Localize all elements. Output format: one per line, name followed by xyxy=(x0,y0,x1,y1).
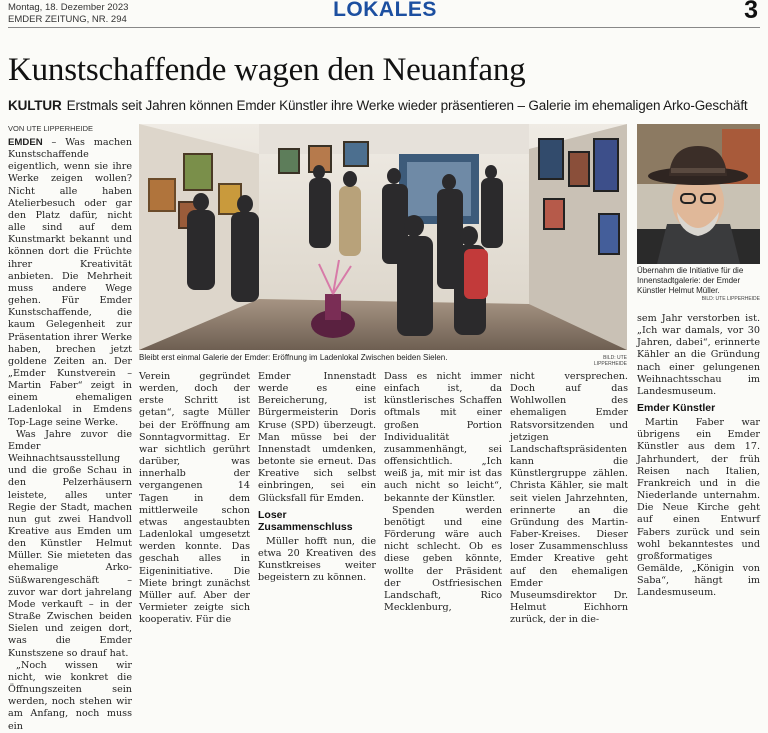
subheadline-text: Erstmals seit Jahren können Emder Künstler ihre Werke wieder präsentieren – Galerie im ehemaligen Arko-Geschäft xyxy=(66,98,748,113)
dateline: EMDEN xyxy=(8,137,43,148)
gallery-opening-photo xyxy=(139,124,627,350)
portrait-credit: BILD: UTE LIPPERHEIDE xyxy=(701,296,760,302)
subhead-emder-kuenstler: Emder Künstler xyxy=(637,402,716,415)
paragraph-text: – Was machen Kunstschaffende eigentlich, wenn sie ihre Werke zeigen wollen? Nicht alle haben Atelierbesuch oder gar den Platz dafür, nicht alle sind auf dem Kunstmarkt bekannt und können dort die Früchte ihrer Kreativität anbieten. Die Mehrheit muss andere Wege gehen. Für Emder Kunstschaffende, die kaum Gelegenheit zur Präsentation ihrer Werke haben, brechen jetzt goldene Zeiten an. Der „Emder Kunstverein – Martin Faber“ zeigt in einem ehemaligen Ladenlokal in Emdens Top-Lage seine Werke. xyxy=(8,137,132,428)
paragraph: nicht versprechen. Doch auf das Wohlwollen des ehemaligen Emder Ratsvorsitzenden und jetzigen Landschaftspräsidenten kann die Künstlergruppe zählen. Christa Kähler, sie malt seit vielen Jahrzehnten, erinnerte an die Gründung des Martin-Faber-Kreises. Dieser loser Zusammenschluss Emder Kreative geht auf den ehemaligen Emder Museumsdirektor Dr. Helmut Eichhorn zurück, der in die- xyxy=(510,371,628,626)
article-subheadline xyxy=(8,98,760,113)
paragraph xyxy=(8,137,132,429)
paragraph: „Noch wissen wir nicht, wie konkret die Öffnungszeiten sein werden, noch stehen wir am Anfang, noch muss ein xyxy=(8,659,132,732)
paragraph: sem Jahr verstorben ist. „Ich war damals, vor 30 Jahren, dabei“, erinnerte Kähler an die Gründung nach einer gelungenen Weihnachtsschau im Landesmuseum. xyxy=(637,313,760,397)
paragraph: Martin Faber war übrigens ein Emder Künstler aus dem 17. Jahrhundert, der früh Reisen nach Italien, Frankreich und in die Niederlande unternahm. Die Neue Kirche geht auf einen Entwurf Fabers zurück und sein wohl bekanntestes und großformatiges Gemälde, „Königin von Saba“, hängt im Landesmuseum. xyxy=(637,417,760,599)
text-column-3 xyxy=(258,371,376,584)
paragraph: Spenden werden benötigt und eine Förderung wäre auch nicht schlecht. Ob es diese geben könnte, wollte der Präsident der Ostfriesischen Landschaft, Rico Mecklenburg, xyxy=(384,504,502,613)
main-photo-caption: Bleibt erst einmal Galerie der Emder: Eröffnung im Ladenlokal Zwischen beiden Sielen. xyxy=(139,353,448,362)
portrait-caption: Übernahm die Initiative für die Innenstadtgalerie: der Emder Künstler Helmut Müller. xyxy=(637,266,744,295)
text-column-2 xyxy=(139,371,250,626)
text-column-5 xyxy=(510,371,628,626)
masthead-rule xyxy=(8,27,760,28)
subhead-loser-zusammenschluss: Loser Zusammenschluss xyxy=(258,508,353,533)
kicker-label: KULTUR xyxy=(8,98,62,113)
article-headline: Kunstschaffende wagen den Neuanfang xyxy=(8,52,526,88)
text-column-1 xyxy=(8,137,132,732)
paragraph: Was Jahre zuvor die Emder Weihnachtsausstellung und die große Schau in den Pelzerhäusern leistete, alles unter Regie der Stadt, machen nun gut zwei Handvoll Kreative aus Emden um den Künstler Helmut Müller. Sie mieteten das ehemalige Arko-Süßwarengeschäft – zuvor war dort jahrelang Mode verkauft – in der Straße Zwischen beiden Sielen und zeigen dort, was die Emder Kunstszene so drauf hat. xyxy=(8,428,132,659)
paragraph: Emder Innenstadt werde es eine Bereicherung, ist Bürgermeisterin Doris Kruse (SPD) überzeugt. Man müsse bei der Innenstadt umdenken, betonte sie erneut. Das Kreative sich selbst einbringen, sei ein Glücksfall für Emden. xyxy=(258,371,376,504)
issue-date: Montag, 18. Dezember 2023 xyxy=(8,2,129,13)
portrait-image xyxy=(637,124,760,264)
paragraph: Müller hofft nun, die etwa 20 Kreativen des Kunstkreises weiter begeistern zu können. xyxy=(258,535,376,584)
section-label: LOKALES xyxy=(333,0,437,21)
byline: VON UTE LIPPERHEIDE xyxy=(8,124,94,133)
paragraph: Dass es nicht immer einfach ist, da künstlerisches Schaffen oftmals mit einer großen Portion Individualität zusammenhängt, sei offensichtlich. „Ich weiß ja, mit mir ist das auch nicht so leicht“, bekannte der Künstler. xyxy=(384,371,502,504)
text-column-4 xyxy=(384,371,502,613)
text-column-6 xyxy=(637,313,760,599)
page-number: 3 xyxy=(744,0,758,24)
paragraph: Verein gegründet werden, doch der erste Schritt ist getan“, sagte Müller bei der Eröffnung am Sonntagvormittag. Er war sichtlich gerührt darüber, was innerhalb der vergangenen 14 Tagen in dem mittlerweile schon etwas angestaubten Ladenlokal umgesetzt werden konnte. Das geschah alles in Eigeninitiative. Die Miete bringt zunächst Müller auf. Aber der Vermieter zeigte sich kooperativ. Für die xyxy=(139,371,250,626)
helmut-mueller-portrait xyxy=(637,124,760,264)
main-photo-credit: BILD: UTE LIPPERHEIDE xyxy=(593,355,627,367)
gallery-opening-image xyxy=(139,124,627,350)
newspaper-name: EMDER ZEITUNG, NR. 294 xyxy=(8,14,127,25)
